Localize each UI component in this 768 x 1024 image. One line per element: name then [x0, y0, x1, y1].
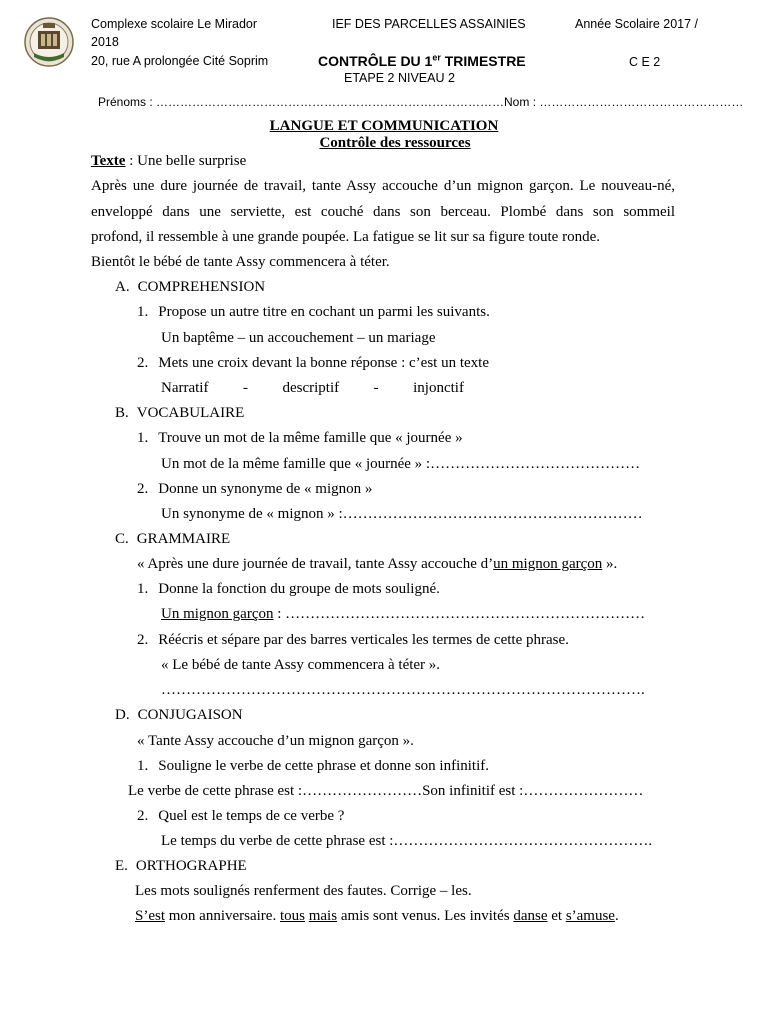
section-c-q2-sentence: « Le bébé de tante Assy commencera à téter ».: [161, 657, 441, 673]
controle-title: CONTRÔLE DU 1er TRIMESTRE: [318, 52, 526, 69]
section-b-q2-answer[interactable]: Un synonyme de « mignon » :……………………………………………………: [161, 506, 643, 522]
school-year-continuation: 2018: [91, 35, 119, 49]
section-b-q1-answer[interactable]: Un mot de la même famille que « journée » :……………………………………: [161, 456, 641, 472]
school-name: Complexe scolaire Le Mirador: [91, 17, 258, 31]
section-d-heading: D. CONJUGAISON: [115, 707, 243, 723]
section-b-q1: 1. Trouve un mot de la même famille que « journée »: [137, 430, 463, 446]
annee-scolaire: Année Scolaire 2017 /: [575, 17, 699, 31]
text-line-2: enveloppé dans une serviette, est couché dans son berceau. Plombé dans son sommeil: [91, 204, 675, 220]
classe-label: C E 2: [629, 55, 661, 69]
section-d-q1: 1. Souligne le verbe de cette phrase et donne son infinitif.: [137, 758, 489, 774]
etape-label: ETAPE 2 NIVEAU 2: [344, 71, 455, 85]
section-c-q1-answer[interactable]: Un mignon garçon : ………………………………………………………………: [161, 606, 646, 622]
section-a-q2-options: Narratif - descriptif - injonctif: [161, 380, 464, 396]
school-crest-icon: [24, 17, 74, 67]
section-e-heading: E. ORTHOGRAPHE: [115, 858, 247, 874]
text-line-1: Après une dure journée de travail, tante Assy accouche d’un mignon garçon. Le nouveau-né,: [91, 178, 675, 194]
section-a-q1-options: Un baptême – un accouchement – un mariage: [161, 330, 436, 346]
school-address: 20, rue A prolongée Cité Soprim: [91, 54, 269, 68]
section-c-q1: 1. Donne la fonction du groupe de mots souligné.: [137, 581, 440, 597]
section-d-sentence: « Tante Assy accouche d’un mignon garçon ».: [137, 733, 414, 749]
section-c-q2: 2. Réécris et sépare par des barres verticales les termes de cette phrase.: [137, 632, 569, 648]
ief-label: IEF DES PARCELLES ASSAINIES: [332, 17, 526, 31]
section-a-q2: 2. Mets une croix devant la bonne réponse : c’est un texte: [137, 355, 489, 371]
section-a-heading: A. COMPREHENSION: [115, 279, 266, 295]
text-heading: Texte : Une belle surprise: [91, 153, 247, 169]
school-logo: [24, 17, 74, 67]
section-d-q2-answer[interactable]: Le temps du verbe de cette phrase est :…………………………………………….: [161, 833, 653, 849]
identity-line: Prénoms : ……………………………………………………………………………Nom : ……………………………………………: [98, 95, 744, 109]
section-d-q1-answer[interactable]: Le verbe de cette phrase est :……………………Son infinitif est :……………………: [128, 783, 644, 799]
section-a-q1: 1. Propose un autre titre en cochant un parmi les suivants.: [137, 304, 490, 320]
section-e-instruction: Les mots soulignés renferment des fautes. Corrige – les.: [135, 883, 472, 899]
subject-subtitle: Contrôle des ressources: [319, 135, 471, 151]
section-b-heading: B. VOCABULAIRE: [115, 405, 245, 421]
text-line-3: profond, il ressemble à une grande poupée. La fatigue se lit sur sa figure toute ronde.: [91, 229, 600, 245]
section-c-sentence: « Après une dure journée de travail, tante Assy accouche d’un mignon garçon ».: [137, 556, 618, 572]
section-d-q2: 2. Quel est le temps de ce verbe ?: [137, 808, 345, 824]
section-b-q2: 2. Donne un synonyme de « mignon »: [137, 481, 373, 497]
section-c-heading: C. GRAMMAIRE: [115, 531, 231, 547]
subject-title: LANGUE ET COMMUNICATION: [269, 118, 499, 134]
text-line-4: Bientôt le bébé de tante Assy commencera à téter.: [91, 254, 390, 270]
section-e-sentence: S’est mon anniversaire. tous mais amis sont venus. Les invités danse et s’amuse.: [135, 908, 619, 924]
section-c-q2-answer[interactable]: …………………………………………………………………………………….: [161, 682, 645, 698]
